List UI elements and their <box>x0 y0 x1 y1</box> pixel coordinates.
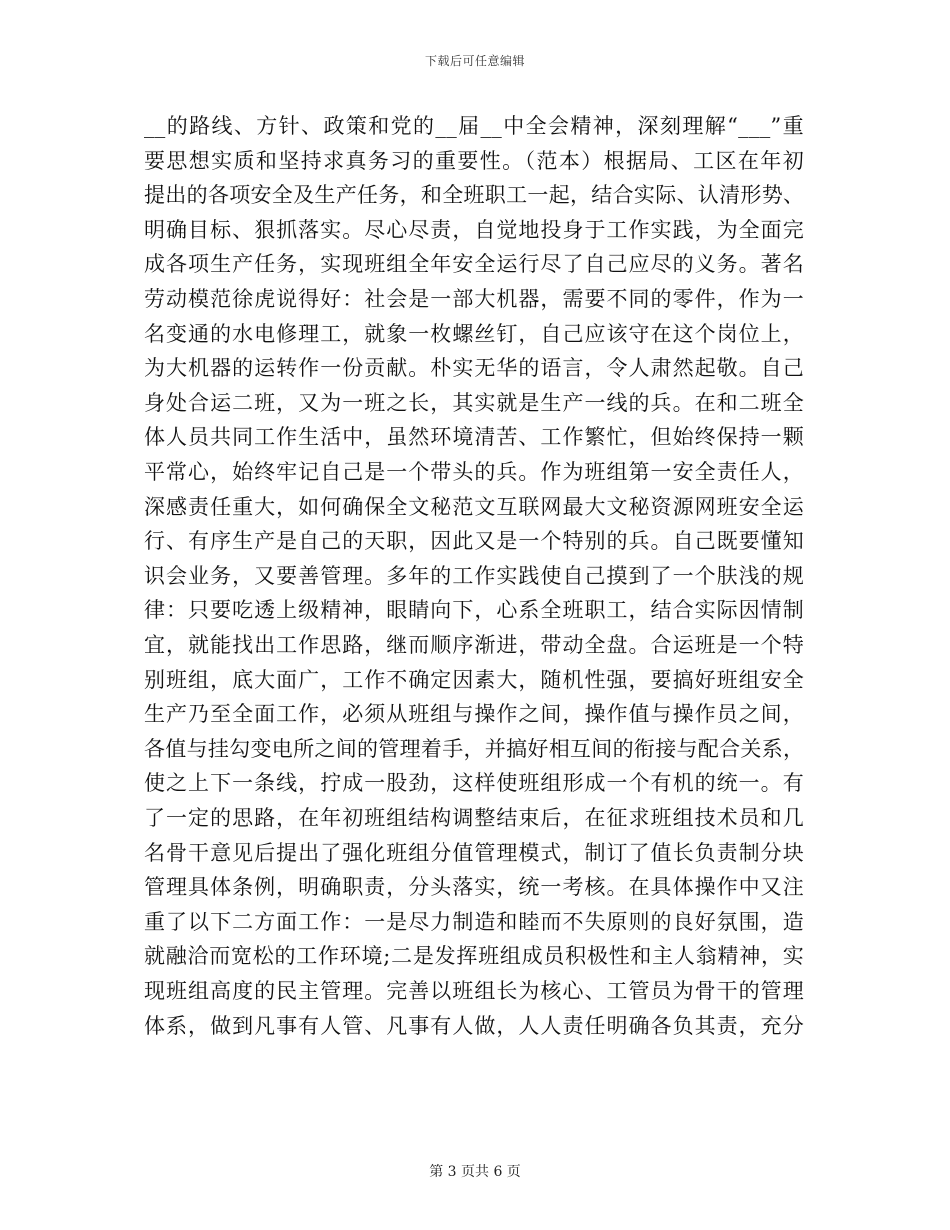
body-line: 识会业务，又要善管理。多年的工作实践使自己摸到了一个肤浅的规 <box>144 563 804 588</box>
page-number: 第 3 页共 6 页 <box>429 1164 521 1180</box>
body-line: 律：只要吃透上级精神，眼睛向下，心系全班职工，结合实际因情制 <box>144 598 804 623</box>
body-line: 提出的各项安全及生产任务，和全班职工一起，结合实际、认清形势、 <box>144 183 805 208</box>
body-line: 生产乃至全面工作，必须从班组与操作之间，操作值与操作员之间， <box>144 702 804 727</box>
body-line: __的路线、方针、政策和党的__届__中全会精神，深刻理解“___”重 <box>144 114 804 138</box>
page-header: 下载后可任意编辑 <box>424 54 525 68</box>
body-line: 要思想实质和坚持求真务习的重要性。（范本）根据局、工区在年初 <box>144 148 804 173</box>
body-line: 了一定的思路，在年初班组结构调整结束后，在征求班组技术员和几 <box>144 806 804 830</box>
body-line: 名变通的水电修理工，就象一枚螺丝钉，自己应该守在这个岗位上， <box>144 321 804 346</box>
body-line: 为大机器的运转作一份贡献。朴实无华的语言，令人肃然起敬。自己 <box>144 356 804 381</box>
body-line: 平常心，始终牢记自己是一个带头的兵。作为班组第一安全责任人， <box>144 460 804 484</box>
body-line: 各值与挂勾变电所之间的管理着手，并搞好相互间的衔接与配合关系， <box>144 736 805 761</box>
body-line: 使之上下一条线，拧成一股劲，这样使班组形成一个有机的统一。有 <box>144 771 804 796</box>
body-line: 身处合运二班，又为一班之长，其实就是生产一线的兵。在和二班全 <box>144 390 804 415</box>
body-line: 管理具体条例，明确职责，分头落实，统一考核。在具体操作中又注 <box>144 875 804 900</box>
body-line: 成各项生产任务，实现班组全年安全运行尽了自己应尽的义务。著名 <box>144 252 804 277</box>
body-line: 名骨干意见后提出了强化班组分值管理模式，制订了值长负责制分块 <box>144 840 804 865</box>
body-line: 劳动模范徐虎说得好：社会是一部大机器，需要不同的零件，作为一 <box>144 287 804 311</box>
body-line: 深感责任重大，如何确保全文秘范文互联网最大文秘资源网班安全运 <box>144 494 804 519</box>
body-line: 宜，就能找出工作思路，继而顺序渐进，带动全盘。合运班是一个特 <box>144 633 804 657</box>
body-line: 就融洽而宽松的工作环境;二是发挥班组成员积极性和主人翁精神，实 <box>144 944 804 969</box>
body-line: 明确目标、狠抓落实。尽心尽责，自觉地投身于工作实践，为全面完 <box>144 217 804 242</box>
body-line: 体人员共同工作生活中，虽然环境清苦、工作繁忙，但始终保持一颗 <box>144 425 804 450</box>
body-line: 体系，做到凡事有人管、凡事有人做，人人责任明确各负其责，充分 <box>144 1013 804 1038</box>
body-line: 行、有序生产是自己的天职，因此又是一个特别的兵。自己既要懂知 <box>144 529 804 554</box>
body-line: 现班组高度的民主管理。完善以班组长为核心、工管员为骨干的管理 <box>144 979 804 1003</box>
body-line: 重了以下二方面工作：一是尽力制造和睦而不失原则的良好氛围，造 <box>144 909 804 934</box>
body-line: 别班组，底大面广，工作不确定因素大，随机性强，要搞好班组安全 <box>144 667 804 692</box>
